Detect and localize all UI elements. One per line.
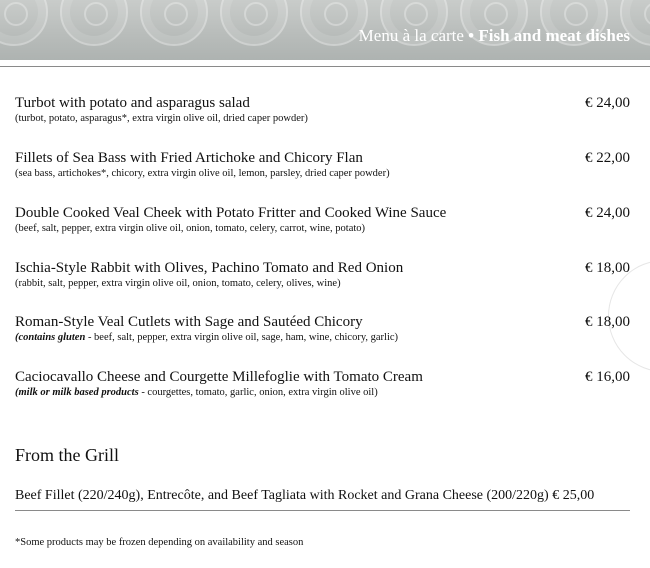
dish-ingredients bbox=[15, 168, 630, 179]
dish-price: € 18,00 bbox=[585, 260, 630, 276]
ingredients-text: - courgettes, tomato, garlic, onion, extra virgin olive oil) bbox=[138, 387, 378, 398]
grill-item: Beef Fillet (220/240g), Entrecôte, and Beef Tagliata with Rocket and Grana Cheese (200/220g) € 25,00 bbox=[15, 488, 595, 503]
dish-item bbox=[15, 314, 630, 343]
dish-name: Ischia-Style Rabbit with Olives, Pachino Tomato and Red Onion bbox=[15, 260, 404, 276]
page-title bbox=[359, 26, 630, 46]
dish-ingredients bbox=[15, 278, 630, 289]
rosette-ornament-icon bbox=[140, 0, 208, 46]
dish-price: € 16,00 bbox=[585, 369, 630, 385]
dish-item bbox=[15, 150, 630, 179]
dish-name: Caciocavallo Cheese and Courgette Millefoglie with Tomato Cream bbox=[15, 369, 423, 385]
ingredients-text: (rabbit, salt, pepper, extra virgin olive oil, onion, tomato, celery, olives, wine) bbox=[15, 278, 341, 289]
dish-item bbox=[15, 369, 630, 398]
dish-name: Turbot with potato and asparagus salad bbox=[15, 95, 250, 111]
dish-name: Roman-Style Veal Cutlets with Sage and Sautéed Chicory bbox=[15, 314, 363, 330]
top-divider bbox=[0, 66, 650, 67]
menu-section-label: Menu à la carte bbox=[358, 26, 464, 45]
header-banner bbox=[0, 0, 650, 60]
bottom-divider bbox=[15, 510, 630, 511]
menu-category-title: Fish and meat dishes bbox=[478, 26, 630, 45]
footnote: *Some products may be frozen depending on availability and season bbox=[15, 537, 304, 548]
rosette-ornament-icon bbox=[60, 0, 128, 46]
allergen-note: (contains gluten bbox=[15, 332, 86, 343]
dish-name: Double Cooked Veal Cheek with Potato Fritter and Cooked Wine Sauce bbox=[15, 205, 447, 221]
rosette-ornament-icon bbox=[220, 0, 288, 46]
dish-ingredients bbox=[15, 113, 630, 124]
dish-item bbox=[15, 95, 630, 124]
ingredients-text: (sea bass, artichokes*, chicory, extra virgin olive oil, lemon, parsley, dried caper powder) bbox=[15, 168, 390, 179]
dish-price: € 24,00 bbox=[585, 205, 630, 221]
dish-item bbox=[15, 260, 630, 289]
rosette-ornament-icon bbox=[0, 0, 48, 46]
dish-ingredients bbox=[15, 223, 630, 234]
ingredients-text: (beef, salt, pepper, extra virgin olive oil, onion, tomato, celery, carrot, wine, potato) bbox=[15, 223, 366, 234]
dish-ingredients bbox=[15, 332, 630, 343]
dish-name: Fillets of Sea Bass with Fried Artichoke and Chicory Flan bbox=[15, 150, 363, 166]
allergen-note: (milk or milk based products bbox=[15, 387, 139, 398]
dish-ingredients bbox=[15, 387, 630, 398]
dish-price: € 24,00 bbox=[585, 95, 630, 111]
ingredients-text: - beef, salt, pepper, extra virgin olive oil, sage, ham, wine, chicory, garlic) bbox=[85, 332, 399, 343]
title-separator: • bbox=[468, 26, 475, 45]
dish-price: € 22,00 bbox=[585, 150, 630, 166]
grill-section-heading: From the Grill bbox=[15, 445, 119, 465]
dish-item bbox=[15, 205, 630, 234]
dish-price: € 18,00 bbox=[585, 314, 630, 330]
ingredients-text: (turbot, potato, asparagus*, extra virgin olive oil, dried caper powder) bbox=[15, 113, 308, 124]
